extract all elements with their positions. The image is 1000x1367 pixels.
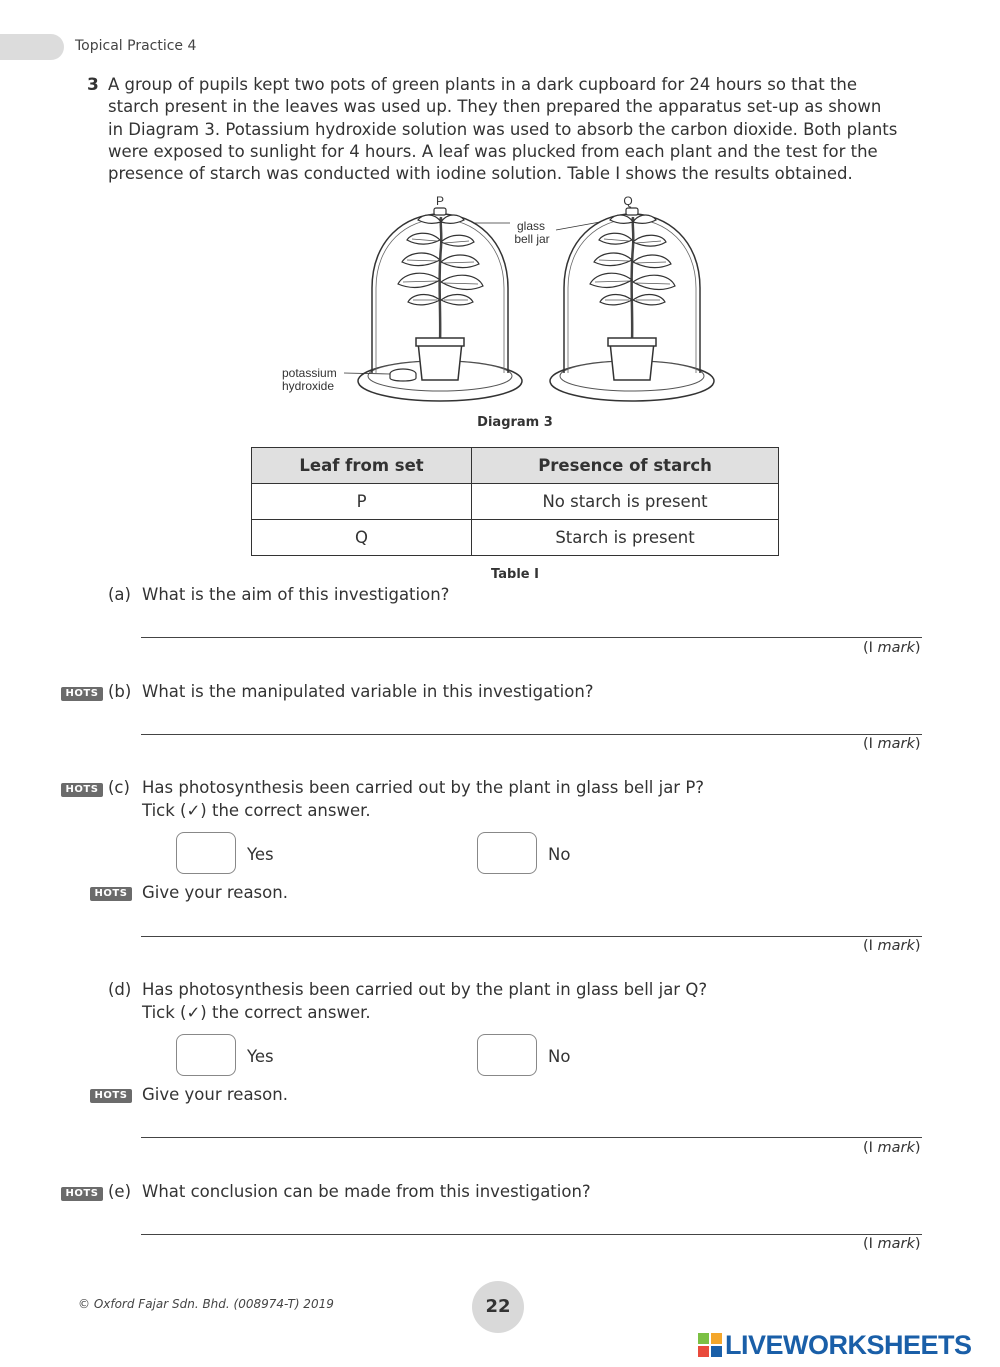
part-a-question: What is the aim of this investigation? [142,585,450,604]
page-number: 22 [472,1281,524,1333]
bell-jar-q [550,208,714,401]
bell-jar-p [344,208,522,401]
part-d-tick-instruction: Tick (✓) the correct answer. [142,1003,371,1022]
diagram-label-p: P [435,194,445,208]
hots-badge: HOTS [61,783,103,797]
part-c-yes-label: Yes [247,845,274,864]
hots-badge: HOTS [90,887,132,901]
part-e-mark: (I mark) [863,1236,921,1252]
table-row [252,520,779,556]
part-c-tick-instruction: Tick (✓) the correct answer. [142,801,371,820]
question-intro [108,74,918,185]
question-number: 3 [87,75,99,95]
part-c-mark: (I mark) [863,938,921,954]
part-a-answer-line[interactable] [141,637,922,638]
intro-line: presence of starch was conducted with iodine solution. Table I shows the results obtained. [108,164,853,184]
table-header: Leaf from set [252,448,472,484]
part-e-answer-line[interactable] [141,1234,922,1235]
table-cell: Q [252,520,472,556]
part-b-question: What is the manipulated variable in this investigation? [142,682,594,701]
intro-line: A group of pupils kept two pots of green plants in a dark cupboard for 24 hours so that the [108,75,858,94]
hots-badge: HOTS [61,687,103,701]
page-header-title: Topical Practice 4 [75,38,197,54]
diagram-label-jar: bell jar [514,232,550,246]
diagram-caption: Diagram 3 [477,415,553,430]
copyright-notice: © Oxford Fajar Sdn. Bhd. (008974-T) 2019 [78,1297,334,1311]
table-row [252,484,779,520]
table-cell: P [252,484,472,520]
table-caption: Table I [491,567,539,582]
intro-line: starch present in the leaves was used up. They then prepared the apparatus set-up as shown [108,97,882,117]
part-c-no-checkbox[interactable] [477,832,537,874]
part-c-yes-checkbox[interactable] [176,832,236,874]
table-cell: No starch is present [472,484,779,520]
results-table [251,447,779,556]
part-d-no-label: No [548,1047,571,1066]
header-tab [0,34,64,60]
table-header-row [252,448,779,484]
part-c-label: (c) [108,778,130,797]
diagram-label-jar: glass [516,219,546,233]
part-d-yes-checkbox[interactable] [176,1034,236,1076]
part-d-no-checkbox[interactable] [477,1034,537,1076]
intro-line: in Diagram 3. Potassium hydroxide solution was used to absorb the carbon dioxide. Both plants [108,119,898,139]
part-c-reason-prompt: Give your reason. [142,883,288,902]
part-b-label: (b) [108,682,132,701]
part-d-label: (d) [108,980,132,999]
part-d-reason-prompt: Give your reason. [142,1085,288,1104]
part-b-mark: (I mark) [863,736,921,752]
part-d-yes-label: Yes [247,1047,274,1066]
part-c-question: Has photosynthesis been carried out by the plant in glass bell jar P? [142,778,705,797]
part-d-mark: (I mark) [863,1140,921,1156]
hots-badge: HOTS [90,1089,132,1103]
table-cell: Starch is present [472,520,779,556]
hots-badge: HOTS [61,1187,103,1201]
part-c-answer-line[interactable] [141,936,922,937]
part-e-question: What conclusion can be made from this investigation? [142,1182,591,1201]
diagram-label-q: Q [623,194,633,208]
table-header: Presence of starch [472,448,779,484]
part-c-no-label: No [548,845,571,864]
diagram-label-koh: potassium [282,366,337,380]
part-d-answer-line[interactable] [141,1137,922,1138]
part-e-label: (e) [108,1182,132,1201]
liveworksheets-logo-icon [698,1333,722,1357]
brand-name: LIVEWORKSHEETS [725,1330,972,1360]
part-a-mark: (I mark) [863,640,921,656]
part-d-question: Has photosynthesis been carried out by the plant in glass bell jar Q? [142,980,708,999]
bell-jar-diagram [270,188,740,413]
part-a-label: (a) [108,585,131,604]
diagram-label-koh: hydroxide [282,379,335,393]
intro-line: were exposed to sunlight for 4 hours. A leaf was plucked from each plant and the test for the [108,141,878,161]
part-b-answer-line[interactable] [141,734,922,735]
